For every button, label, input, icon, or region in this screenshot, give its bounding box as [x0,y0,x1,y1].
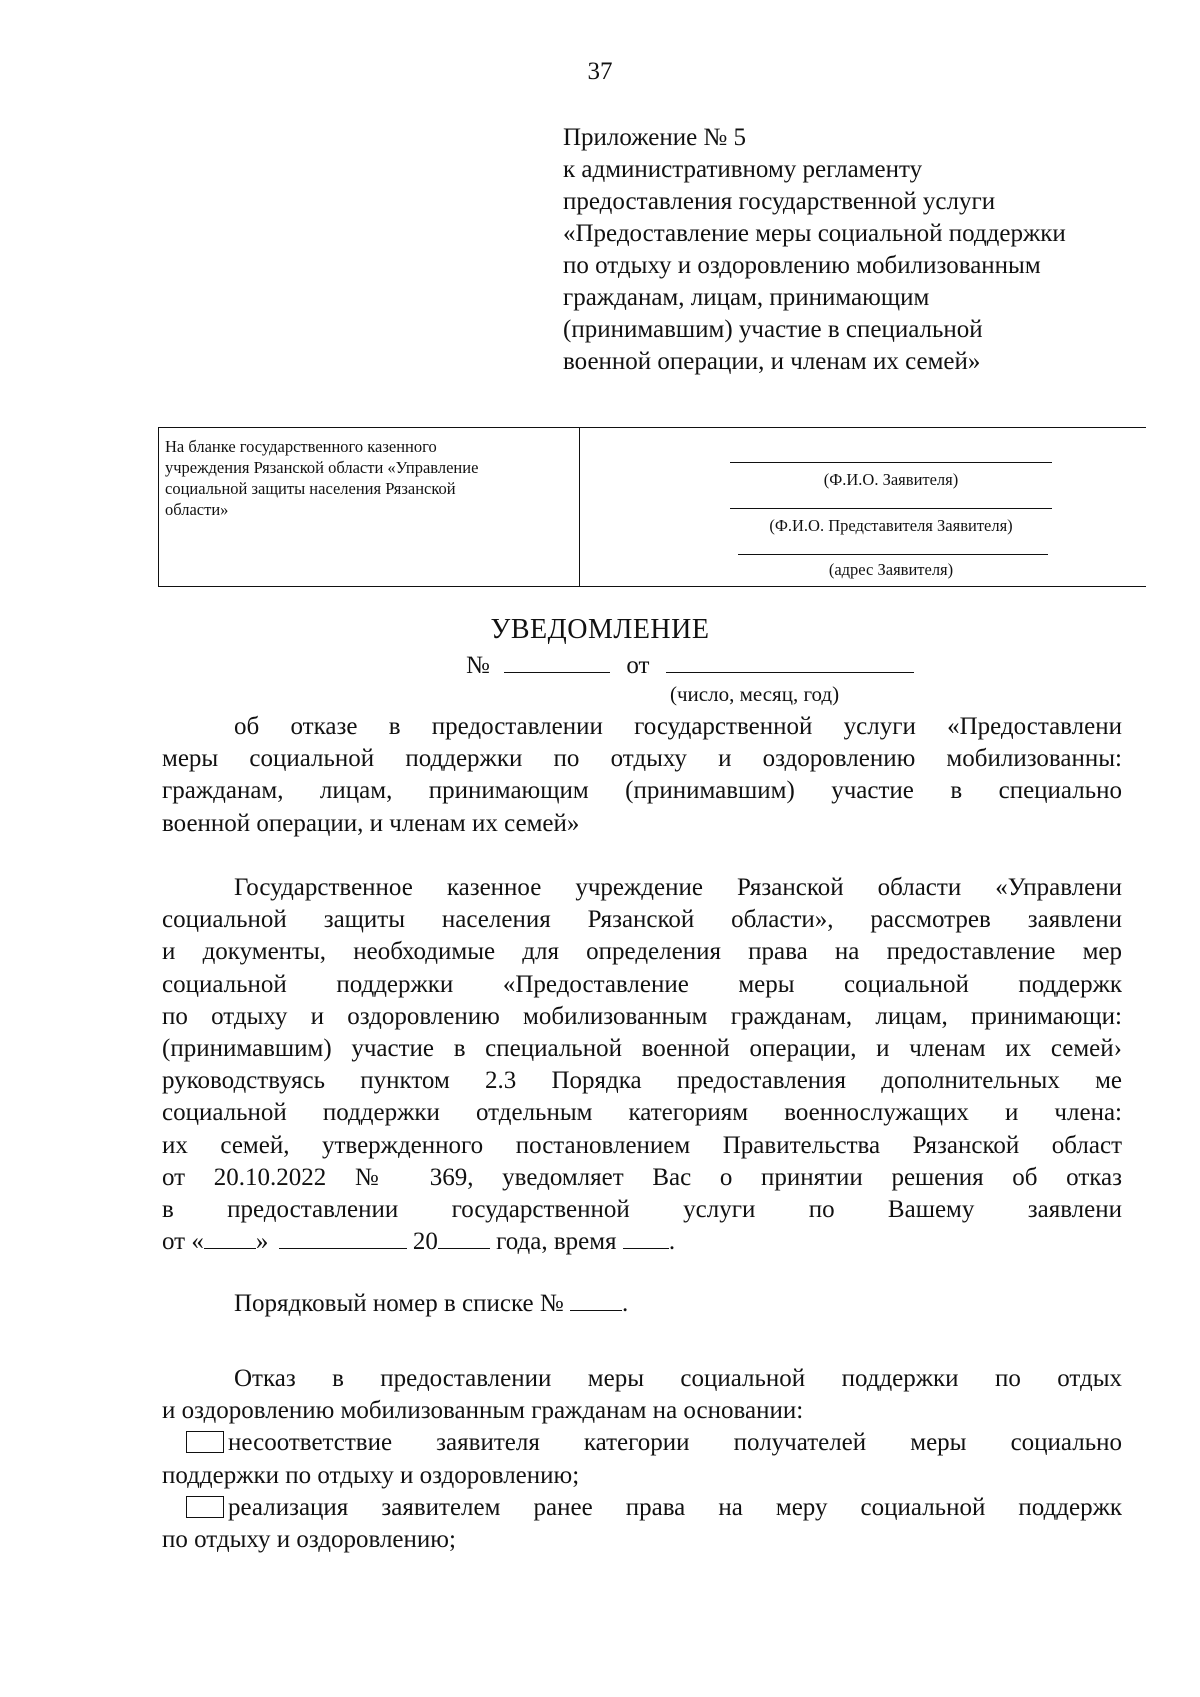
appendix-line: Приложение № 5 [563,124,747,151]
appendix-line: гражданам, лицам, принимающим [563,284,930,311]
page-number: 37 [587,58,613,85]
serial-number [162,1288,1122,1320]
option-2-checkbox[interactable] [186,1496,224,1518]
refusal-option-1 [162,1427,1122,1459]
body-line: руководствуясь пунктом 2.3 Порядка предоставления дополнительных ме [162,1067,1122,1095]
option-1-text: несоответствие заявителя категории получателей меры социально [228,1429,1122,1457]
notice-subject [162,711,1122,840]
body-line: от 20.10.2022 № 369, уведомляет Вас о принятии решения об отказ [162,1163,1122,1191]
year-blank [438,1228,490,1249]
month-blank [279,1228,407,1249]
appendix-line: по отдыху и оздоровлению мобилизованным [563,252,1041,279]
notice-date-blank [666,650,914,673]
applicant-name-caption: (Ф.И.О. Заявителя) [823,470,959,489]
address-line [738,554,1048,555]
quote-close: » [255,1228,269,1256]
letterhead-cell [158,428,580,586]
serial-line [162,1288,1122,1320]
day-blank [204,1228,256,1249]
subject-line: военной операции, и членам их семей» [162,809,580,837]
representative-name-caption: (Ф.И.О. Представителя Заявителя) [769,516,1013,535]
body-line: Государственное казенное учреждение Рязанской области «Управлени [234,874,1122,901]
time-blank [623,1228,669,1249]
body-line: в предоставлении государственной услуги по Вашему заявлени [162,1196,1122,1224]
option-1-checkbox[interactable] [186,1431,224,1453]
refusal-grounds [162,1363,1122,1556]
letterhead-line: На бланке государственного казенного [165,437,437,456]
subject-line: меры социальной поддержки по отдыху и оздоровлению мобилизованны: [162,745,1122,773]
subject-line: гражданам, лицам, принимающим (принимавшим) участие в специально [162,777,1122,805]
refusal-option-1-continued: поддержки по отдыху и оздоровлению; [162,1461,580,1489]
appendix-heading [563,122,1133,378]
from-quote-open: от « [162,1228,204,1256]
option-2-text: реализация заявителем ранее права на меру социальной поддержк [228,1493,1122,1521]
letterhead-line: области» [165,500,229,519]
document-title: УВЕДОМЛЕНИЕ [490,614,710,645]
serial-blank [570,1290,622,1311]
period: . [668,1228,676,1256]
refusal-option-2-continued: по отдыху и оздоровлению; [162,1526,456,1554]
applicant-name-line [730,462,1052,463]
notice-body [162,872,1122,1258]
address-caption: (адрес Заявителя) [828,560,954,579]
serial-label: Порядковый номер в списке № [234,1290,564,1317]
letterhead-line: социальной защиты населения Рязанской [165,479,456,498]
body-line: и документы, необходимые для определения права на предоставление мер [162,938,1122,966]
year-prefix: 20 [412,1228,438,1256]
appendix-line: (принимавшим) участие в специальной [563,316,983,343]
body-line: социальной поддержки «Предоставление меры социальной поддержк [162,970,1122,998]
body-line: по отдыху и оздоровлению мобилизованным гражданам, лицам, принимающи: [162,1002,1122,1030]
body-line: социальной защиты населения Рязанской области», рассмотрев заявлени [162,906,1122,934]
body-line: их семей, утвержденного постановлением Правительства Рязанской област [162,1131,1122,1159]
body-line: социальной поддержки отдельным категориям военнослужащих и члена: [162,1099,1122,1127]
appendix-line: предоставления государственной услуги [563,188,996,215]
letterhead-table [158,427,1146,587]
notice-number-line [466,650,914,680]
number-sign: № [466,652,490,679]
representative-name-line [730,508,1052,509]
from-label: от [626,652,650,679]
notice-number-blank [504,650,610,673]
refusal-line: и оздоровлению мобилизованным гражданам на основании: [162,1397,804,1425]
date-caption: (число, месяц, год) [670,682,840,706]
refusal-option-2 [162,1492,1122,1524]
refusal-line: Отказ в предоставлении меры социальной поддержки по отдых [234,1365,1122,1392]
letterhead-line: учреждения Рязанской области «Управление [165,458,479,477]
subject-line: об отказе в предоставлении государственной услуги «Предоставлени [234,713,1122,740]
time-label: года, время [496,1228,617,1256]
application-date-line [162,1226,1122,1258]
appendix-line: «Предоставление меры социальной поддержки [563,220,1066,247]
period: . [621,1290,629,1317]
body-line: (принимавшим) участие в специальной военной операции, и членам их семей› [162,1035,1122,1063]
appendix-line: военной операции, и членам их семей» [563,348,981,375]
addressee-cell [580,428,1146,586]
appendix-line: к административному регламенту [563,156,923,183]
